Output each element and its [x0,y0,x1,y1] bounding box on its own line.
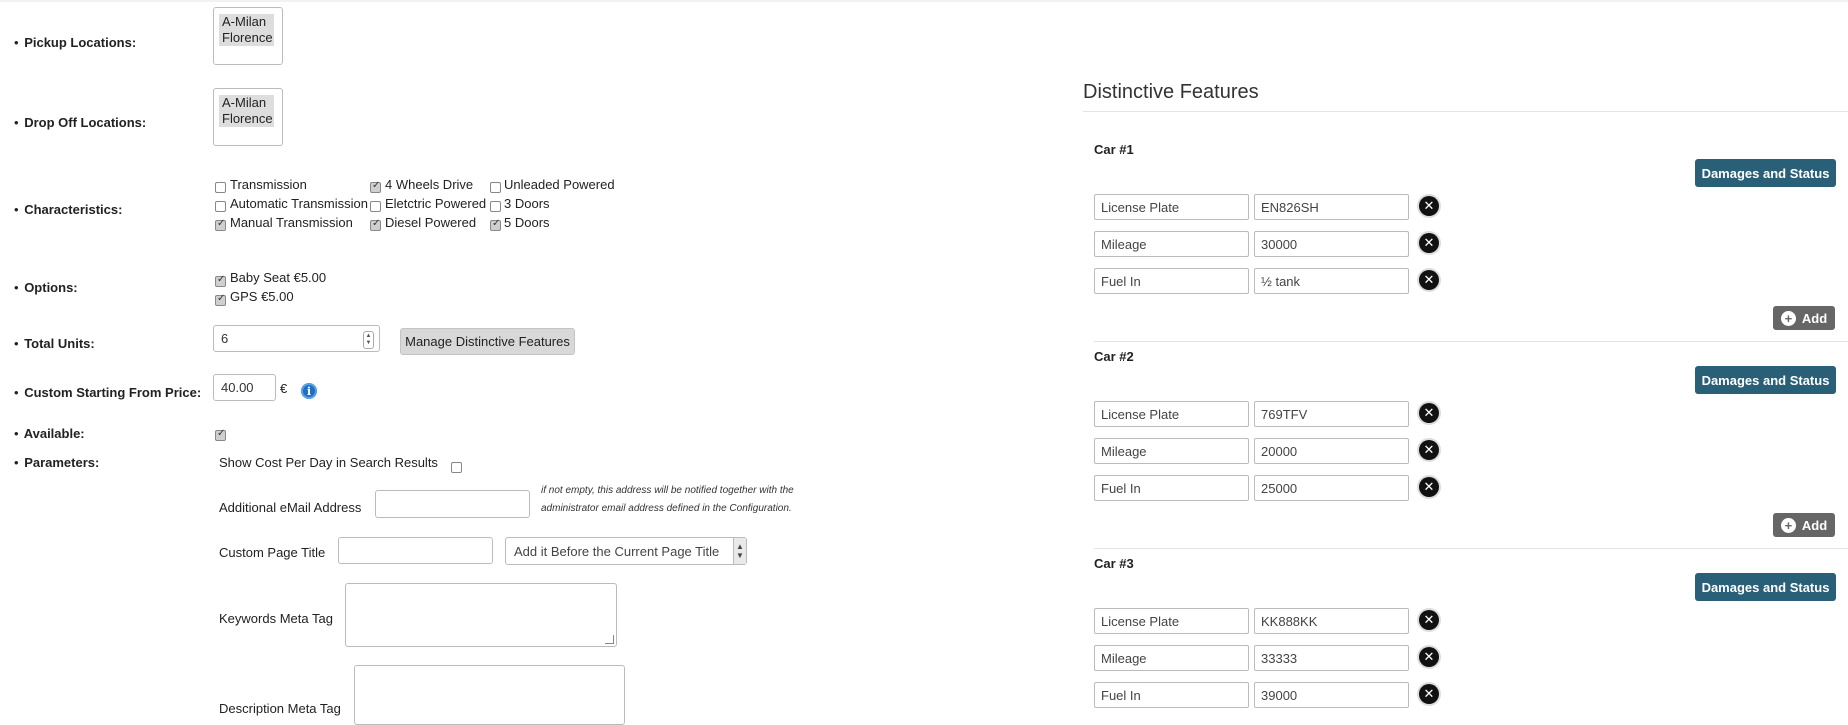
stepper-arrows-icon[interactable]: ▲ ▼ [363,331,374,349]
remove-icon[interactable]: ✕ [1419,440,1439,460]
characteristic-label: Automatic Transmission [230,196,368,211]
info-icon[interactable]: i [301,383,317,399]
remove-icon[interactable]: ✕ [1419,610,1439,630]
total-units-input[interactable] [213,325,380,352]
parameters-label: • Parameters: [14,455,100,470]
characteristic-label: 3 Doors [504,196,550,211]
remove-icon[interactable]: ✕ [1419,270,1439,290]
feature-value-input[interactable]: 769TFV [1254,401,1409,427]
car-divider [1094,341,1848,342]
keywords-meta-tag-label: Keywords Meta Tag [219,611,333,626]
feature-key-input[interactable]: License Plate [1094,608,1249,634]
checkbox-manual-transmission[interactable] [215,220,226,231]
currency-symbol: € [280,381,288,396]
feature-value-input[interactable]: 33333 [1254,645,1409,671]
starting-price-input[interactable]: 40.00 [213,374,276,401]
custom-page-title-label: Custom Page Title [219,545,326,560]
page-title-position-value: Add it Before the Current Page Title [514,543,720,559]
email-note [541,482,794,518]
option-label: GPS €5.00 [230,289,294,304]
remove-icon[interactable]: ✕ [1419,684,1439,704]
available-label: • Available: [14,426,85,441]
email-note-line: administrator email address defined in the Configuration. [541,503,792,514]
feature-value-input[interactable]: EN826SH [1254,194,1409,220]
car-heading: Car #3 [1094,556,1134,571]
damages-and-status-button[interactable]: Damages and Status [1695,159,1836,187]
car-heading: Car #1 [1094,142,1134,157]
car-divider [1094,548,1848,549]
top-border [0,0,1848,2]
characteristic-label: Eletctric Powered [385,196,487,211]
feature-key-input[interactable]: Mileage [1094,231,1249,257]
remove-icon[interactable]: ✕ [1419,477,1439,497]
characteristic-label: Unleaded Powered [504,177,615,192]
price-label: • Custom Starting From Price: [14,385,202,400]
page-title-position-select[interactable] [505,537,747,565]
description-meta-tag-label: Description Meta Tag [219,701,341,716]
distinctive-features-title: Distinctive Features [1083,81,1259,103]
characteristic-label: Manual Transmission [230,215,353,230]
additional-email-label: Additional eMail Address [219,500,362,515]
plus-icon: + [1781,518,1796,533]
remove-icon[interactable]: ✕ [1419,233,1439,253]
checkbox-3-doors[interactable] [490,201,501,212]
dropoff-option-milan[interactable]: A-Milan [219,95,274,111]
add-label: Add [1801,310,1828,326]
title-divider [1083,111,1848,112]
checkbox-5-doors[interactable] [490,220,501,231]
checkbox-electric-powered[interactable] [370,201,381,212]
characteristic-label: 4 Wheels Drive [385,177,474,192]
feature-key-input[interactable]: Mileage [1094,645,1249,671]
add-feature-button[interactable] [1773,306,1835,330]
checkbox-4-wheels-drive[interactable] [370,182,381,193]
remove-icon[interactable]: ✕ [1419,403,1439,423]
characteristic-label: Transmission [230,177,307,192]
remove-icon[interactable]: ✕ [1419,647,1439,667]
feature-value-input[interactable]: KK888KK [1254,608,1409,634]
damages-and-status-button[interactable]: Damages and Status [1695,573,1836,601]
pickup-label: • Pickup Locations: [14,35,137,50]
feature-key-input[interactable]: Fuel In [1094,268,1249,294]
feature-value-input[interactable]: 30000 [1254,231,1409,257]
option-label: Baby Seat €5.00 [230,270,327,285]
dropdown-arrow-icon: ▲ ▼ [733,538,746,564]
description-meta-tag-textarea[interactable] [354,665,625,725]
dropoff-label: • Drop Off Locations: [14,115,147,130]
feature-key-input[interactable]: Mileage [1094,438,1249,464]
feature-value-input[interactable]: ½ tank [1254,268,1409,294]
feature-value-input[interactable]: 39000 [1254,682,1409,708]
pickup-option-milan[interactable]: A-Milan [219,14,274,30]
add-label: Add [1801,517,1828,533]
total-units-value: 6 [221,331,229,346]
checkbox-show-cost-per-day[interactable] [451,462,462,473]
checkbox-gps[interactable] [215,295,226,306]
characteristics-label: • Characteristics: [14,202,123,217]
pickup-locations-listbox[interactable] [213,7,283,65]
checkbox-available[interactable] [215,430,226,441]
checkbox-unleaded-powered[interactable] [490,182,501,193]
feature-value-input[interactable]: 25000 [1254,475,1409,501]
characteristic-label: Diesel Powered [385,215,477,230]
feature-key-input[interactable]: Fuel In [1094,475,1249,501]
characteristic-label: 5 Doors [504,215,550,230]
custom-page-title-input[interactable] [338,537,493,564]
checkbox-transmission[interactable] [215,182,226,193]
resize-grip-icon[interactable] [605,635,614,644]
checkbox-automatic-transmission[interactable] [215,201,226,212]
keywords-meta-tag-textarea[interactable] [345,583,617,647]
email-note-line: if not empty, this address will be notified together with the [541,485,794,496]
damages-and-status-button[interactable]: Damages and Status [1695,366,1836,394]
dropoff-option-florence[interactable]: Florence [219,111,274,127]
feature-value-input[interactable]: 20000 [1254,438,1409,464]
feature-key-input[interactable]: License Plate [1094,401,1249,427]
checkbox-baby-seat[interactable] [215,276,226,287]
options-label: • Options: [14,280,78,295]
pickup-option-florence[interactable]: Florence [219,30,274,46]
checkbox-diesel-powered[interactable] [370,220,381,231]
show-cost-label: Show Cost Per Day in Search Results [219,455,438,470]
manage-distinctive-features-button[interactable]: Manage Distinctive Features [400,328,575,355]
car-heading: Car #2 [1094,349,1134,364]
dropoff-locations-listbox[interactable] [213,88,283,146]
remove-icon[interactable]: ✕ [1419,196,1439,216]
additional-email-input[interactable] [375,490,530,518]
add-feature-button[interactable] [1773,513,1835,537]
feature-key-input[interactable]: License Plate [1094,194,1249,220]
plus-icon: + [1781,311,1796,326]
feature-key-input[interactable]: Fuel In [1094,682,1249,708]
total-units-label: • Total Units: [14,336,95,351]
